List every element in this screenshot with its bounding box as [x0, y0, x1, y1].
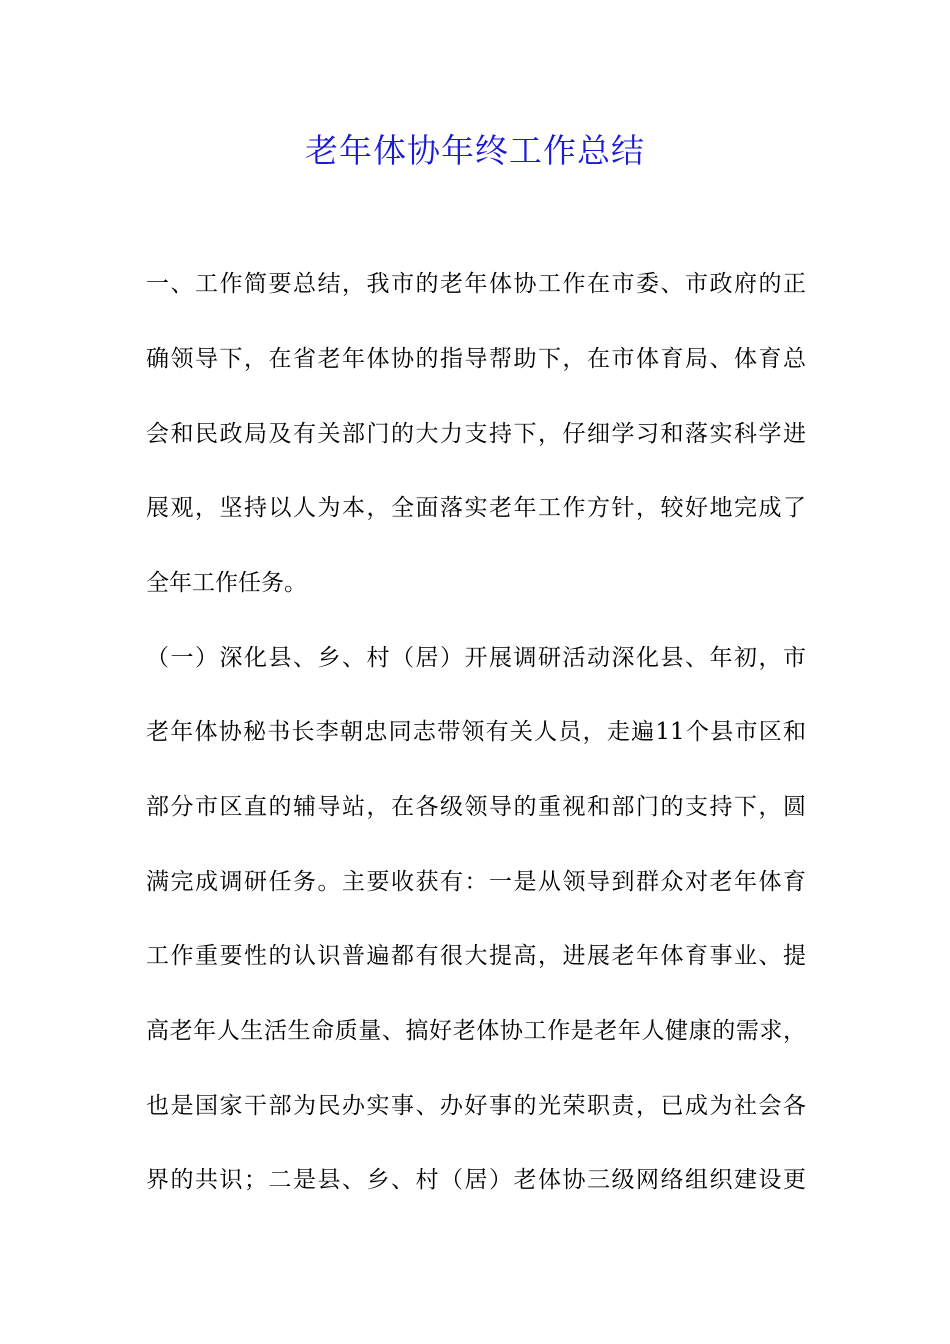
paragraph-line: 全年工作任务。	[146, 570, 307, 596]
paragraph-line: 也是国家干部为民办实事、办好事的光荣职责，已成为社会各	[146, 1093, 806, 1119]
paragraph-line: 老年体协秘书长李朝忠同志带领有关人员，走遍11个县市区和	[146, 719, 806, 745]
paragraph-line: 部分市区直的辅导站，在各级领导的重视和部门的支持下，圆	[146, 794, 806, 820]
document-title: 老年体协年终工作总结	[305, 131, 645, 170]
paragraph-line: 高老年人生活生命质量、搞好老体协工作是老年人健康的需求，	[146, 1018, 806, 1044]
paragraph-line: 确领导下，在省老年体协的指导帮助下，在市体育局、体育总	[146, 346, 806, 372]
paragraph-line: 一、工作简要总结，我市的老年体协工作在市委、市政府的正	[146, 271, 806, 297]
paragraph-line: 满完成调研任务。主要收获有：一是从领导到群众对老年体育	[146, 869, 806, 895]
paragraph-line: 展观，坚持以人为本，全面落实老年工作方针，较好地完成了	[146, 495, 806, 521]
paragraph-line: （一）深化县、乡、村（居）开展调研活动深化县、年初，市	[146, 645, 806, 671]
paragraph-line: 工作重要性的认识普遍都有很大提高，进展老年体育事业、提	[146, 943, 806, 969]
paragraph-line: 界的共识；二是县、乡、村（居）老体协三级网络组织建设更	[146, 1167, 806, 1193]
paragraph-line: 会和民政局及有关部门的大力支持下，仔细学习和落实科学进	[146, 421, 806, 447]
